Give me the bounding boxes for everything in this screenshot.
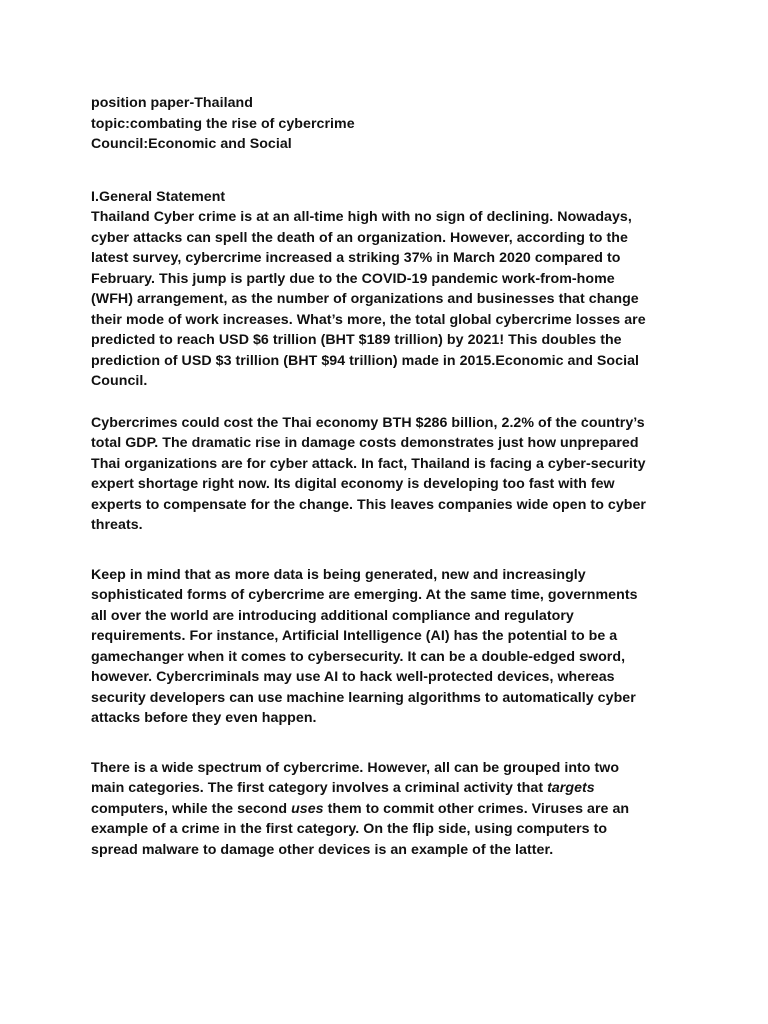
paragraph-line: There is a wide spectrum of cybercrime. However, all can be grouped into two <box>91 759 620 776</box>
section-heading-text: I.General Statement <box>91 188 226 205</box>
italic-word-uses: uses <box>291 800 324 817</box>
paragraph-line: expert shortage right now. Its digital economy is developing too fast with few <box>91 476 615 492</box>
paragraph-line: spread malware to damage other devices is an example of the latter. <box>91 841 554 858</box>
header-topic: topic:combating the rise of cybercrime <box>91 115 355 132</box>
header-title: position paper-Thailand <box>91 95 253 111</box>
paragraph-line: (WFH) arrangement, as the number of organizations and businesses that change <box>91 291 639 307</box>
paragraph-line: threats. <box>91 517 143 533</box>
paragraph-line: Thai organizations are for cyber attack. In fact, Thailand is facing a cyber-security <box>91 455 646 472</box>
paragraph-4 <box>91 758 691 861</box>
paragraph-line <box>91 778 691 799</box>
paragraph-line: experts to compensate for the change. This leaves companies wide open to cyber <box>91 496 647 513</box>
paragraph-line: however. Cybercriminals may use AI to hack well-protected devices, whereas <box>91 669 615 685</box>
paragraph-line: Cybercrimes could cost the Thai economy BTH $286 billion, 2.2% of the country’s <box>91 414 645 431</box>
paragraph-line: requirements. For instance, Artificial Intelligence (AI) has the potential to be a <box>91 628 618 644</box>
paragraph-line: security developers can use machine learning algorithms to automatically cyber <box>91 689 636 706</box>
paragraph-line: example of a crime in the first category. On the flip side, using computers to <box>91 821 608 837</box>
paragraph-1 <box>91 207 691 392</box>
paragraph-line: attacks before they even happen. <box>91 710 317 726</box>
paragraph-3 <box>91 565 691 729</box>
paragraph-line: total GDP. The dramatic rise in damage costs demonstrates just how unprepared <box>91 435 639 451</box>
paragraph-line: latest survey, cybercrime increased a striking 37% in March 2020 compared to <box>91 250 621 266</box>
header-council: Council:Economic and Social <box>91 136 292 152</box>
paragraph-line: predicted to reach USD $6 trillion (BHT $189 trillion) by 2021! This doubles the <box>91 332 622 348</box>
paragraph-line: sophisticated forms of cybercrime are emerging. At the same time, governments <box>91 587 638 603</box>
paragraph-2 <box>91 413 691 536</box>
paragraph-line: Keep in mind that as more data is being generated, new and increasingly <box>91 566 586 583</box>
paragraph-line: Council. <box>91 373 148 389</box>
paragraph-line: Thailand Cyber crime is at an all-time high with no sign of declining. Nowadays, <box>91 209 632 225</box>
paragraph-line: February. This jump is partly due to the COVID-19 pandemic work-from-home <box>91 270 615 287</box>
paragraph-line: gamechanger when it comes to cybersecurity. It can be a double-edged sword, <box>91 648 626 665</box>
document-page <box>91 93 691 860</box>
line-text: main categories. The first category involves a criminal activity that <box>91 780 548 796</box>
document-header <box>91 93 691 155</box>
paragraph-line: their mode of work increases. What’s more, the total global cybercrime losses are <box>91 311 646 328</box>
line-text: computers, while the second <box>91 800 292 817</box>
line-text: them to commit other crimes. Viruses are an <box>323 800 630 817</box>
paragraph-line: cyber attacks can spell the death of an organization. However, according to the <box>91 229 628 246</box>
italic-word-targets: targets <box>547 780 595 796</box>
paragraph-line: all over the world are introducing additional compliance and regulatory <box>91 607 574 624</box>
paragraph-line: prediction of USD $3 trillion (BHT $94 trillion) made in 2015.Economic and Social <box>91 352 640 369</box>
section-heading <box>91 187 691 208</box>
paragraph-line <box>91 799 691 820</box>
